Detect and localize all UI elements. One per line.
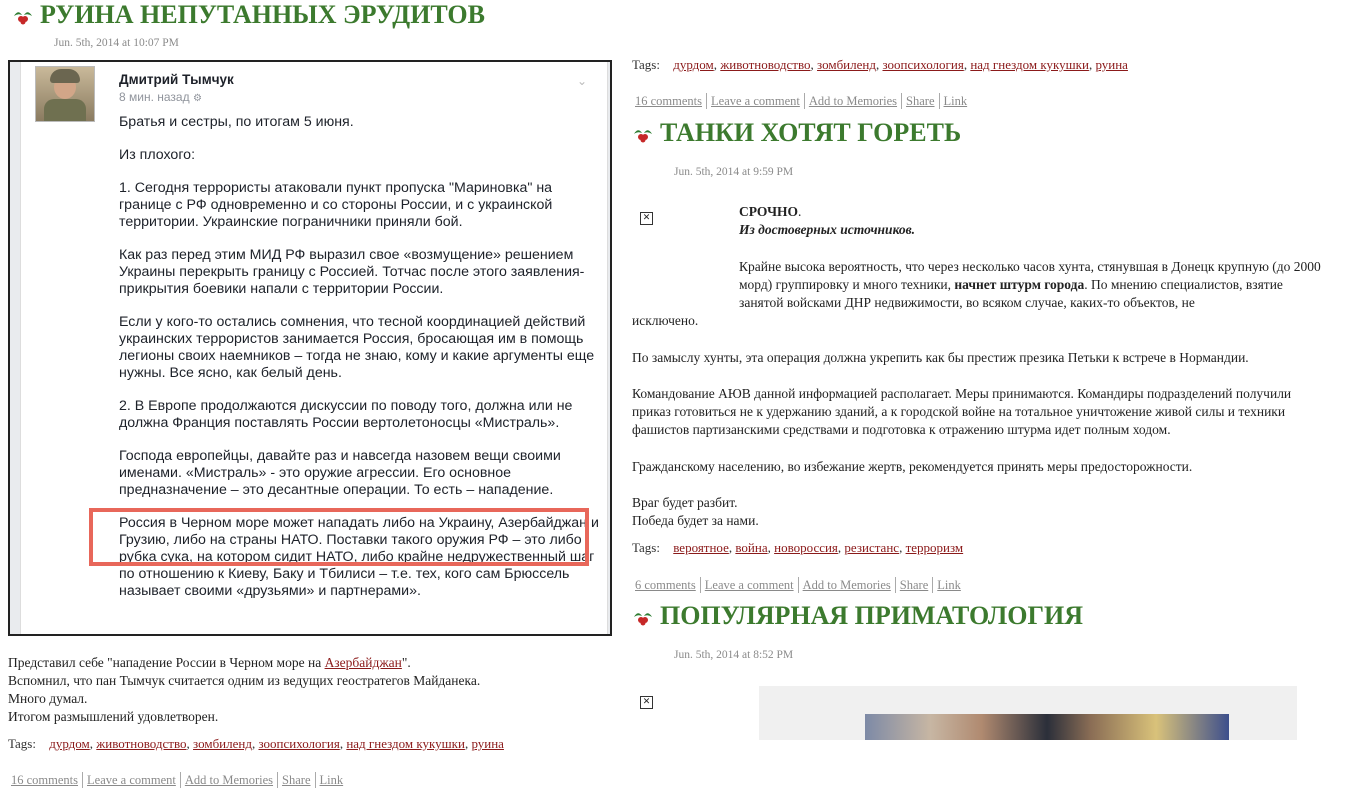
post-date: Jun. 5th, 2014 at 10:07 PM <box>54 37 179 49</box>
post-actions <box>635 577 965 593</box>
comments-link[interactable]: 16 comments <box>11 773 79 787</box>
post-title-text[interactable]: ТАНКИ ХОТЯТ ГОРЕТЬ <box>660 118 962 147</box>
azerbaijan-link[interactable]: Азербайджан <box>324 655 402 670</box>
leave-comment-link[interactable]: Leave a comment <box>706 93 804 109</box>
tag-link[interactable]: зомбиленд <box>193 736 252 751</box>
highlight-box <box>89 508 589 566</box>
tag-link[interactable]: дурдом <box>673 57 714 72</box>
fb-post-time: 8 мин. назад ⚙ <box>119 90 202 104</box>
post-tags: Tags: вероятное, война, новороссия, резистанс, терроризм <box>632 540 964 555</box>
post-paragraph: Враг будет разбит. Победа будет за нами. <box>632 495 759 528</box>
tag-link[interactable]: руина <box>471 736 504 751</box>
post-paragraph: Командование АЮВ данной информацией располагает. Меры принимаются. Командиры подразделений получили приказ готовиться не к удержанию зданий, а к городской войне на тотальное уничтожение живой силы и техники фашистов партизанскими средствами и подготовка к отражению штурма идет полным ходом. <box>632 386 1292 437</box>
post-paragraph: Гражданскому населению, во избежание жертв, рекомендуется принять меры предосторожности. <box>632 459 1193 474</box>
share-link[interactable]: Share <box>895 577 932 593</box>
tag-link[interactable]: война <box>735 540 768 555</box>
post-image <box>759 686 1297 740</box>
tag-link[interactable]: дурдом <box>49 736 90 751</box>
holly-icon <box>632 120 654 150</box>
broken-image-icon: ✕ <box>640 212 653 225</box>
share-link[interactable]: Share <box>277 772 314 788</box>
chevron-down-icon: ⌄ <box>577 74 588 88</box>
tag-link[interactable]: зомбиленд <box>817 57 876 72</box>
fb-author-name: Дмитрий Тымчук <box>119 72 234 87</box>
leave-comment-link[interactable]: Leave a comment <box>700 577 798 593</box>
facebook-post-card <box>20 62 608 636</box>
tag-link[interactable]: зоопсихология <box>882 57 964 72</box>
tag-link[interactable]: новороссия <box>774 540 838 555</box>
post-title[interactable] <box>632 601 1083 633</box>
embedded-facebook-screenshot <box>8 60 612 636</box>
tag-link[interactable]: зоопсихология <box>258 736 340 751</box>
permalink[interactable]: Link <box>315 772 348 788</box>
holly-icon <box>12 2 34 32</box>
add-to-memories-link[interactable]: Add to Memories <box>180 772 277 788</box>
tag-link[interactable]: терроризм <box>905 540 964 555</box>
tag-link[interactable]: животноводство <box>720 57 811 72</box>
post-title[interactable] <box>12 0 485 32</box>
post-tags: Tags: дурдом, животноводство, зомбиленд, зоопсихология, над гнездом кукушки, руина <box>8 736 504 751</box>
post-paragraph-tail: исключено. <box>632 313 699 328</box>
post-date: Jun. 5th, 2014 at 9:59 PM <box>674 166 794 178</box>
permalink[interactable]: Link <box>932 577 965 593</box>
comments-link[interactable]: 16 comments <box>635 94 703 108</box>
post-paragraph: Крайне высока вероятность, что через несколько часов хунта, стянувшая в Донецк крупную (до 2000 морд) группировку и много техники, начнет штурм города. По мнению специалистов, взятие занятой войсками ДНР недвижимости, во всяком случае, каких-то объектов, не <box>739 259 1321 310</box>
post-title[interactable] <box>632 118 961 150</box>
leave-comment-link[interactable]: Leave a comment <box>82 772 180 788</box>
post-actions <box>11 772 347 788</box>
tag-link[interactable]: резистанс <box>844 540 900 555</box>
tag-link[interactable]: над гнездом кукушки <box>970 57 1089 72</box>
add-to-memories-link[interactable]: Add to Memories <box>798 577 895 593</box>
comments-link[interactable]: 6 comments <box>635 578 696 592</box>
post-title-text[interactable]: ПОПУЛЯРНАЯ ПРИМАТОЛОГИЯ <box>660 601 1084 630</box>
fb-post-text: Братья и сестры, по итогам 5 июня. Из плохого: 1. Сегодня террористы атаковали пункт пропуска "Мариновка" на границе с РФ одновременно и со стороны России, и с украинской территории. Украинские пограничники приняли бой. Как раз перед этим МИД РФ выразил свое «возмущение» решением Украины перекрыть границу с Россией. Тотчас после этого заявления-прикрытия боевики напали с территории России. Если у кого-то остались сомнения, что тесной координацией действий украинских террористов занимается Россия, бросающая им в помощь легионы своих наемников – тогда не знаю, кому и какие аргументы еще нужны. Все ясно, как белый день. 2. В Европе продолжаются дискуссии по поводу того, должна или не должна Франция поставлять России вертолетоносцы «Мистраль». Господа европейцы, давайте раз и навсегда назовем вещи своими именами. «Мистраль» - это оружие агрессии. Его основное предназначение – это десантные операции. То есть – нападение. Россия в Черном море может нападать либо на Украину, Азербайджан и Грузию, либо на страны НАТО. Поставки такого оружия РФ – это либо рубка сука, на котором сидит НАТО, либо крайне недружественный шаг по отношению к Киеву, Баку и Тбилиси – т.е. тех, кого сам Брюссель называет своими «друзьями» и партнерами». <box>119 114 599 599</box>
tag-link[interactable]: животноводство <box>96 736 187 751</box>
post-tags: Tags: дурдом, животноводство, зомбиленд, зоопсихология, над гнездом кукушки, руина <box>632 57 1128 72</box>
tag-link[interactable]: вероятное <box>673 540 729 555</box>
post-title-text[interactable]: РУИНА НЕПУТАННЫХ ЭРУДИТОВ <box>40 0 485 29</box>
tag-link[interactable]: руина <box>1095 57 1128 72</box>
post-lead: СРОЧНО. Из достоверных источников. <box>739 204 916 237</box>
post-actions <box>635 93 971 109</box>
share-link[interactable]: Share <box>901 93 938 109</box>
permalink[interactable]: Link <box>939 93 972 109</box>
broken-image-icon: ✕ <box>640 696 653 709</box>
avatar <box>35 66 95 122</box>
globe-icon: ⚙ <box>192 93 202 104</box>
post-body: Представил себе "нападение России в Черном море на Азербайджан". Вспомнил, что пан Тымчук считается одним из ведущих геостратегов Майданека. Много думал. Итогом размышлений удовлетворен. <box>8 655 481 724</box>
holly-icon <box>632 603 654 633</box>
tag-link[interactable]: над гнездом кукушки <box>346 736 465 751</box>
add-to-memories-link[interactable]: Add to Memories <box>804 93 901 109</box>
post-paragraph: По замыслу хунты, эта операция должна укрепить как бы престиж презика Петьки к встрече в Нормандии. <box>632 350 1249 365</box>
post-date: Jun. 5th, 2014 at 8:52 PM <box>674 649 794 661</box>
